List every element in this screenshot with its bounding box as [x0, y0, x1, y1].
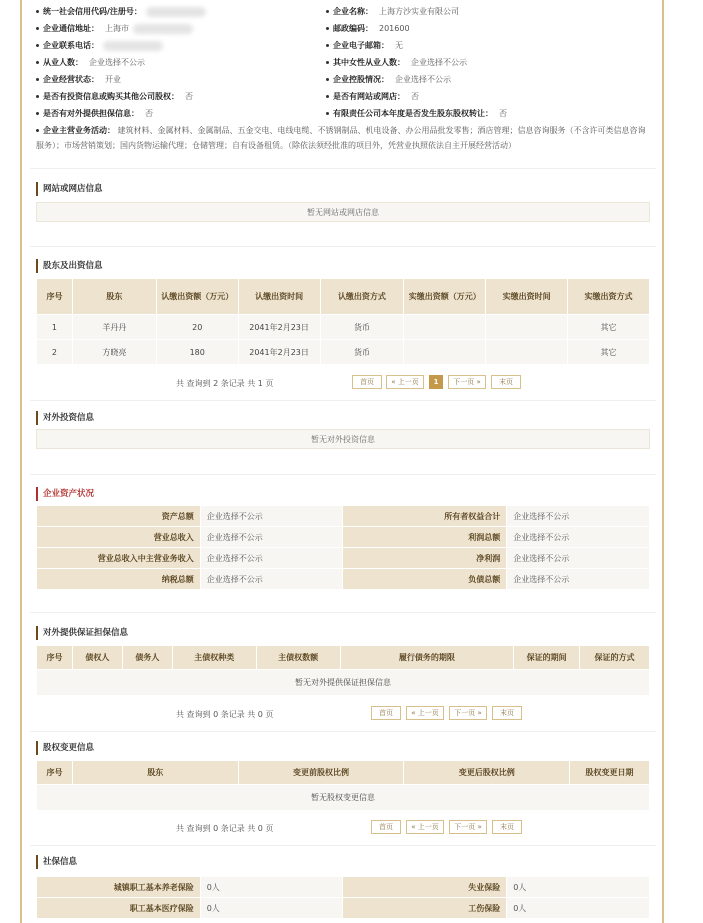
kv-value: 企业选择不公示 [507, 506, 650, 527]
table-cell: 2041年2月23日 [238, 340, 320, 365]
section-title-website: 网站或网店信息 [36, 182, 103, 196]
table-cell: 其它 [568, 315, 650, 340]
shareholders-pager [36, 375, 650, 391]
table-header: 认缴出资方式 [320, 279, 404, 315]
table-row [37, 898, 650, 919]
pager-total: 共 查询到 2 条记录 共 1 页 [176, 379, 274, 388]
info-row [36, 38, 648, 54]
table-row [37, 548, 650, 569]
kv-key: 职工基本医疗保险 [37, 898, 201, 919]
info-value: 上海市 [105, 24, 129, 33]
prev-page-button[interactable]: « 上一页 [406, 820, 444, 834]
info-label: 是否有网站或网店： [333, 92, 405, 101]
info-label: 企业经营状态： [43, 75, 99, 84]
table-header: 实缴出资时间 [486, 279, 568, 315]
table-cell: 1 [37, 315, 73, 340]
table-header: 股东 [72, 761, 238, 785]
table-header: 保证的期间 [514, 646, 580, 670]
section-title-social-security: 社保信息 [36, 855, 77, 869]
divider [30, 731, 656, 732]
first-page-button[interactable]: 首页 [371, 820, 401, 834]
table-header: 实缴出资额（万元） [404, 279, 486, 315]
table-cell [404, 315, 486, 340]
table-cell: 货币 [320, 315, 404, 340]
kv-value: 0人 [200, 898, 343, 919]
kv-key: 净利润 [343, 548, 507, 569]
divider [30, 474, 656, 475]
info-value: 否 [145, 109, 153, 118]
info-value: 无 [395, 41, 403, 50]
kv-key: 负债总额 [343, 569, 507, 590]
table-row [37, 785, 650, 811]
kv-value: 0人 [507, 877, 650, 898]
table-row [37, 877, 650, 898]
divider [30, 400, 656, 401]
table-header: 主债权数额 [256, 646, 340, 670]
company-name: 上海方沙实业有限公司 [379, 7, 459, 16]
first-page-button[interactable]: 首页 [371, 706, 401, 720]
table-header: 股东 [72, 279, 156, 315]
first-page-button[interactable]: 首页 [352, 375, 382, 389]
redacted-value [146, 7, 206, 17]
info-row [36, 21, 648, 37]
empty-message: 暂无股权变更信息 [37, 785, 650, 811]
info-label: 企业电子邮箱： [333, 41, 389, 50]
divider [30, 612, 656, 613]
info-label: 有限责任公司本年度是否发生股东股权转让： [333, 109, 493, 118]
info-label: 是否有投资信息或购买其他公司股权： [43, 92, 179, 101]
info-row [36, 55, 648, 71]
divider [30, 246, 656, 247]
divider [30, 168, 656, 169]
info-label: 统一社会信用代码/注册号： [43, 7, 142, 16]
table-header: 序号 [37, 646, 73, 670]
next-page-button[interactable]: 下一页 » [449, 820, 487, 834]
info-label: 其中女性从业人数： [333, 58, 405, 67]
scope-text: 建筑材料、金属材料、金属制品、五金交电、电线电缆、不锈钢制品、机电设备、办公用品批发零售；酒店管理；信息咨询服务（不含许可类信息咨询服务）；市场营销策划；国内货物运输代理；仓储管理；自有设备租赁。（除依法须经批准的项目外，凭营业执照依法自主开展经营活动） [36, 126, 646, 150]
table-header: 变更后股权比例 [404, 761, 570, 785]
next-page-button[interactable]: 下一页 » [449, 706, 487, 720]
table-cell [404, 340, 486, 365]
kv-key: 营业总收入中主营业务收入 [37, 548, 201, 569]
info-label: 企业控股情况： [333, 75, 389, 84]
last-page-button[interactable]: 末页 [491, 375, 521, 389]
page-number-button[interactable]: 1 [429, 375, 443, 389]
table-cell [486, 340, 568, 365]
kv-key: 纳税总额 [37, 569, 201, 590]
social-security-table [36, 876, 650, 919]
table-cell: 羊丹丹 [72, 315, 156, 340]
redacted-value [133, 24, 193, 34]
info-value: 企业选择不公示 [89, 58, 145, 67]
guarantee-table [36, 645, 650, 696]
table-row [37, 527, 650, 548]
info-value: 开业 [105, 75, 121, 84]
kv-key: 失业保险 [343, 877, 507, 898]
table-header: 序号 [37, 279, 73, 315]
table-header: 变更前股权比例 [238, 761, 404, 785]
kv-value: 企业选择不公示 [200, 548, 343, 569]
table-header: 认缴出资时间 [238, 279, 320, 315]
table-header: 履行债务的期限 [340, 646, 514, 670]
info-label: 企业通信地址： [43, 24, 99, 33]
kv-value: 企业选择不公示 [200, 569, 343, 590]
kv-key: 资产总额 [37, 506, 201, 527]
table-row [37, 569, 650, 590]
kv-value: 0人 [200, 877, 343, 898]
assets-table [36, 505, 650, 590]
table-header: 债权人 [72, 646, 122, 670]
table-header: 主债权种类 [172, 646, 256, 670]
prev-page-button[interactable]: « 上一页 [386, 375, 424, 389]
table-cell [486, 315, 568, 340]
info-label: 企业名称： [333, 7, 373, 16]
guarantee-pager [36, 706, 650, 722]
info-value: 否 [185, 92, 193, 101]
kv-key: 营业总收入 [37, 527, 201, 548]
section-title-investment: 对外投资信息 [36, 411, 94, 425]
table-header: 序号 [37, 761, 73, 785]
pager-total: 共 查询到 0 条记录 共 0 页 [176, 824, 274, 833]
kv-value: 企业选择不公示 [200, 506, 343, 527]
info-value: 企业选择不公示 [411, 58, 467, 67]
kv-key: 城镇职工基本养老保险 [37, 877, 201, 898]
info-label: 是否有对外提供担保信息： [43, 109, 139, 118]
investment-empty: 暂无对外投资信息 [36, 429, 650, 449]
table-cell: 货币 [320, 340, 404, 365]
info-value: 201600 [379, 24, 410, 33]
report-frame [20, 0, 664, 923]
section-title-shareholders: 股东及出资信息 [36, 259, 103, 273]
table-header: 保证的方式 [580, 646, 650, 670]
kv-value: 0人 [507, 898, 650, 919]
prev-page-button[interactable]: « 上一页 [406, 706, 444, 720]
last-page-button[interactable]: 末页 [492, 820, 522, 834]
table-cell: 2 [37, 340, 73, 365]
table-row [37, 670, 650, 696]
redacted-value [103, 41, 163, 51]
info-row [36, 89, 648, 105]
table-cell: 其它 [568, 340, 650, 365]
info-label: 邮政编码： [333, 24, 373, 33]
equity-change-pager [36, 820, 650, 836]
table-row [37, 506, 650, 527]
info-row [36, 4, 648, 20]
info-value: 否 [499, 109, 507, 118]
info-row [36, 72, 648, 88]
section-title-assets: 企业资产状况 [36, 487, 94, 501]
kv-value: 企业选择不公示 [507, 548, 650, 569]
info-value: 企业选择不公示 [395, 75, 451, 84]
next-page-button[interactable]: 下一页 » [448, 375, 486, 389]
shareholders-table [36, 278, 650, 365]
table-header: 认缴出资额（万元） [156, 279, 238, 315]
equity-change-table [36, 760, 650, 811]
info-label: 企业联系电话： [43, 41, 99, 50]
table-cell: 方晓亮 [72, 340, 156, 365]
divider [30, 845, 656, 846]
kv-value: 企业选择不公示 [507, 569, 650, 590]
table-cell: 180 [156, 340, 238, 365]
table-cell: 20 [156, 315, 238, 340]
info-row [36, 106, 648, 122]
last-page-button[interactable]: 末页 [492, 706, 522, 720]
kv-key: 利润总额 [343, 527, 507, 548]
kv-key: 所有者权益合计 [343, 506, 507, 527]
table-header: 债务人 [122, 646, 172, 670]
section-title-equity-change: 股权变更信息 [36, 741, 94, 755]
table-row [37, 315, 650, 340]
table-header: 实缴出资方式 [568, 279, 650, 315]
website-empty: 暂无网站或网店信息 [36, 202, 650, 222]
scope-label: 企业主营业务活动： [43, 126, 115, 135]
kv-value: 企业选择不公示 [507, 527, 650, 548]
business-scope [36, 123, 648, 153]
info-value: 否 [411, 92, 419, 101]
table-cell: 2041年2月23日 [238, 315, 320, 340]
pager-total: 共 查询到 0 条记录 共 0 页 [176, 710, 274, 719]
kv-value: 企业选择不公示 [200, 527, 343, 548]
table-row [37, 340, 650, 365]
empty-message: 暂无对外提供保证担保信息 [37, 670, 650, 696]
info-label: 从业人数： [43, 58, 83, 67]
section-title-guarantee: 对外提供保证担保信息 [36, 626, 128, 640]
table-header: 股权变更日期 [570, 761, 650, 785]
kv-key: 工伤保险 [343, 898, 507, 919]
